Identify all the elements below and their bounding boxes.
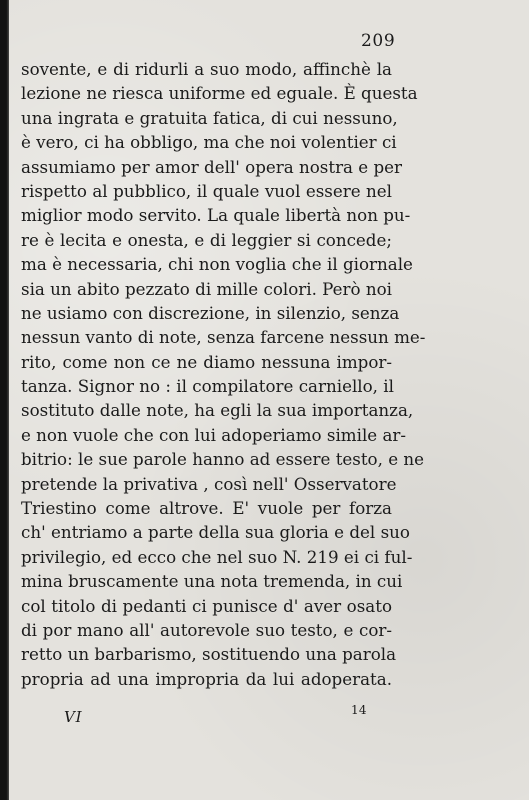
text-line <box>21 57 392 81</box>
line-text: tanza. Signor no : il compilatore carniello, il <box>21 376 394 397</box>
line-text: retto un barbarismo, sostituendo una parola <box>21 644 397 665</box>
line-text: bitrio: le sue parole hanno ad essere testo, e ne <box>21 449 425 470</box>
line-text: re è lecita e onesta, e di leggier si concede; <box>21 229 392 250</box>
text-line <box>21 520 410 544</box>
line-text: sovente, e di ridurli a suo modo, affinchè la <box>21 59 392 79</box>
text-line <box>21 228 392 252</box>
text-line <box>21 155 403 179</box>
text-line <box>21 423 407 447</box>
line-text: ne usiamo con discrezione, in silenzio, senza <box>21 302 400 323</box>
text-line <box>21 398 414 422</box>
text-line <box>21 81 418 105</box>
line-text: nessun vanto di note, senza farcene nessun me- <box>21 327 426 348</box>
line-text: ma è necessaria, chi non voglia che il giornale <box>21 254 413 275</box>
text-line <box>21 667 392 691</box>
text-line <box>21 301 400 325</box>
line-text: è vero, ci ha obbligo, ma che noi volentier ci <box>21 132 397 153</box>
text-line <box>21 374 392 398</box>
line-text: sostituto dalle note, ha egli la sua importanza, <box>21 400 414 421</box>
text-line <box>21 277 392 301</box>
line-text: rispetto al pubblico, il quale vuol essere nel <box>21 180 392 201</box>
line-text: sia un abito pezzato di mille colori. Però noi <box>21 278 392 299</box>
line-text: e non vuole che con lui adoperiamo simile ar- <box>21 424 407 445</box>
gathering-number: 14 <box>351 703 367 717</box>
body-text <box>21 57 426 691</box>
text-line <box>21 496 392 520</box>
line-text: lezione ne riesca uniforme ed eguale. È questa <box>21 83 418 104</box>
binding-shadow <box>0 0 9 800</box>
text-line <box>21 618 392 642</box>
signature-mark: VI <box>64 708 83 726</box>
line-text: privilegio, ed ecco che nel suo N. 219 ei ci ful- <box>21 546 413 567</box>
text-line <box>21 350 392 374</box>
text-line <box>21 130 397 154</box>
line-text: miglior modo servito. La quale libertà non pu- <box>21 205 411 226</box>
line-text: propria ad una impropria da lui adoperata. <box>21 668 392 689</box>
line-text: una ingrata e gratuita fatica, di cui nessuno, <box>21 107 398 128</box>
page-number: 209 <box>361 31 396 51</box>
text-line <box>21 203 411 227</box>
text-line <box>21 642 397 666</box>
line-text: col titolo di pedanti ci punisce d' aver osato <box>21 595 392 616</box>
text-line <box>21 325 426 349</box>
text-line <box>21 252 413 276</box>
line-text: rito, come non ce ne diamo nessuna impor- <box>21 351 392 372</box>
line-text: ch' entriamo a parte della sua gloria e del suo <box>21 522 410 543</box>
text-line <box>21 447 425 471</box>
text-line <box>21 569 403 593</box>
text-line <box>21 472 397 496</box>
text-line <box>21 179 392 203</box>
text-line <box>21 106 398 130</box>
text-line <box>21 545 413 569</box>
line-text: di por mano all' autorevole suo testo, e cor- <box>21 619 392 640</box>
line-text: Triestino come altrove. E' vuole per forza <box>21 498 392 519</box>
text-line <box>21 594 392 618</box>
line-text: mina bruscamente una nota tremenda, in cui <box>21 571 403 592</box>
line-text: assumiamo per amor dell' opera nostra e per <box>21 156 403 177</box>
line-text: pretende la privativa , così nell' Osservatore <box>21 473 397 494</box>
